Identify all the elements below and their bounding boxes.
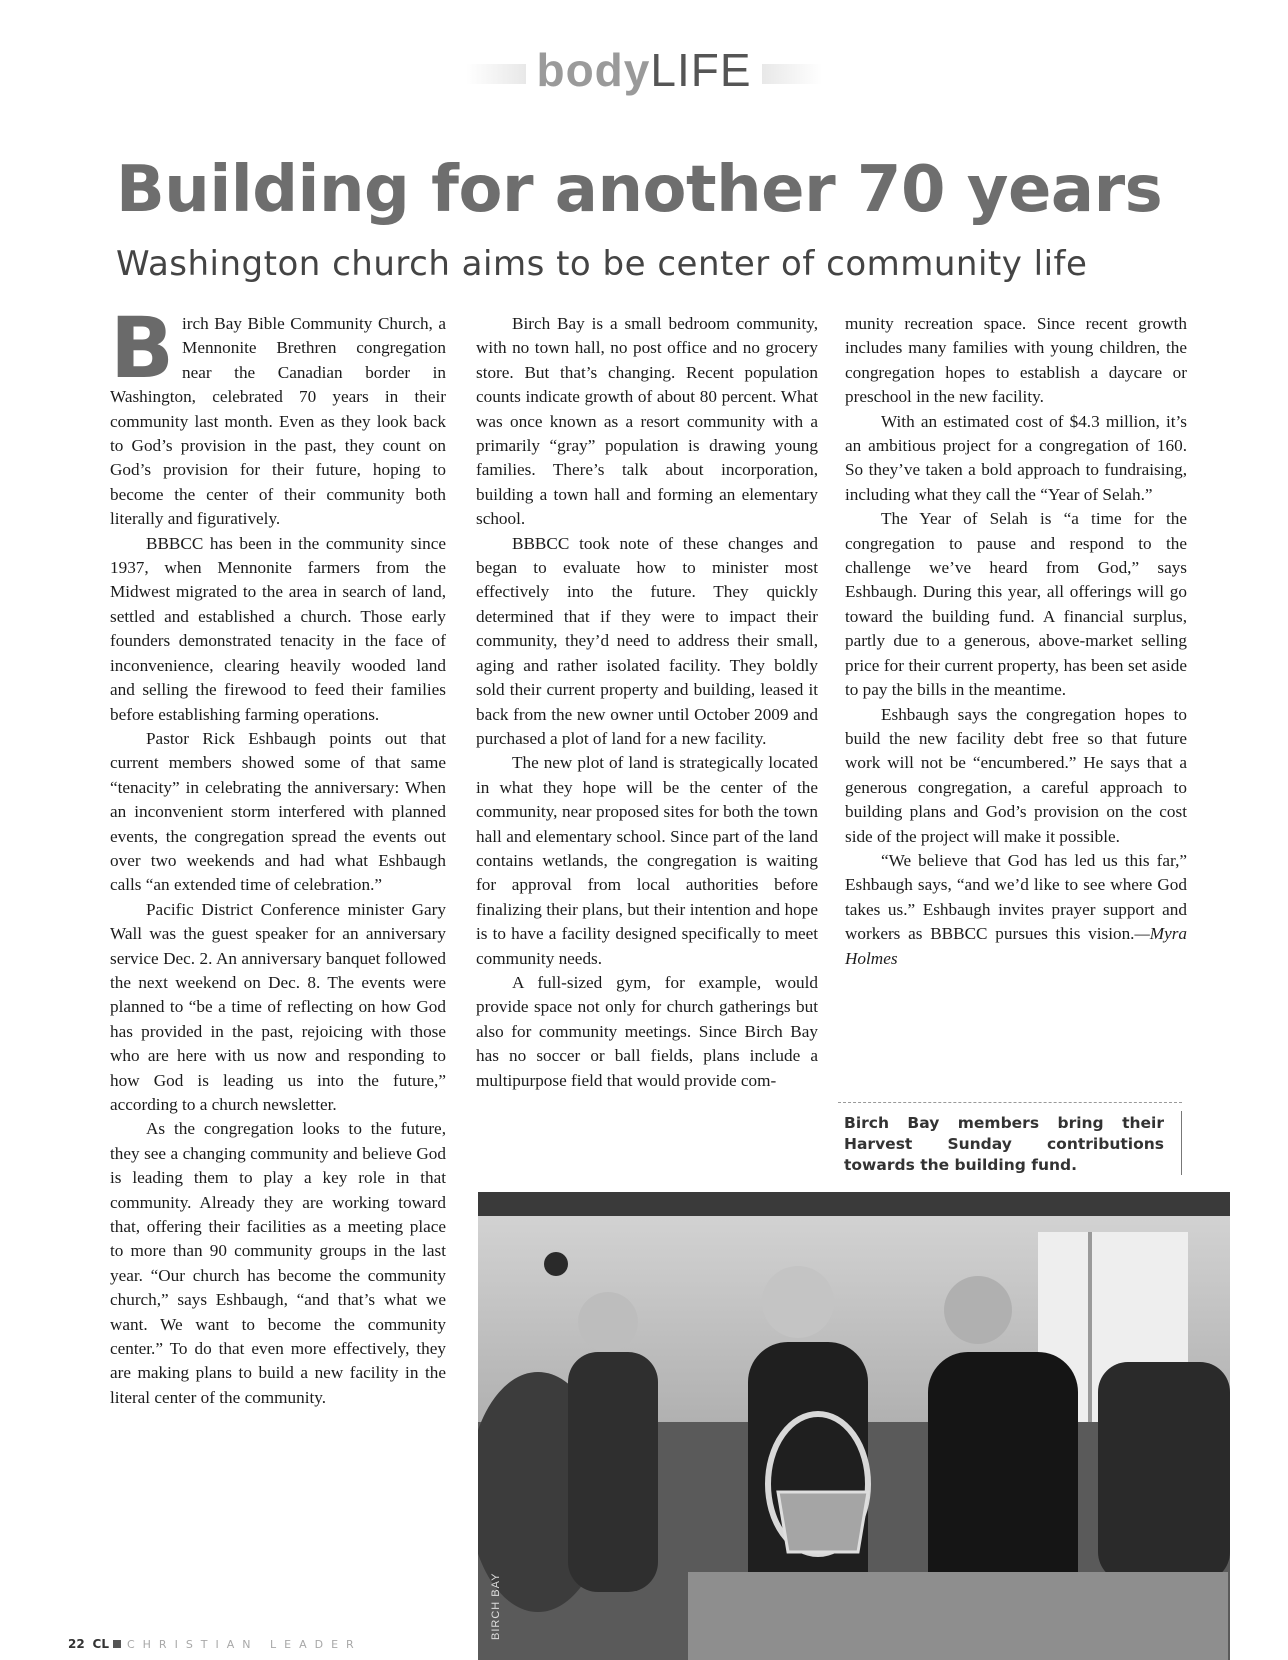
photo-basket <box>778 1492 868 1552</box>
article-column-3 <box>845 312 1187 971</box>
section-label <box>0 42 1288 98</box>
photo-head-1 <box>578 1292 638 1352</box>
photo-head-3 <box>944 1276 1012 1344</box>
drop-cap: B <box>110 299 175 397</box>
photo-ceiling-beam <box>478 1192 1230 1216</box>
article-paragraph-2: BBBCC has been in the community since 1937, when Mennonite farmers from the Midwest migrated to the area in search of land, settled and established a church. Those early founders demonstrated tenacity in the face of inconvenience, clearing heavily wooded land and selling the firewood to feed their families before establishing farming operations. <box>110 533 446 724</box>
section-fade-right <box>762 64 822 84</box>
magazine-abbr: CL <box>92 1637 109 1651</box>
article-column-2 <box>476 312 818 1093</box>
article-paragraph-7: BBBCC took note of these changes and began to evaluate how to minister most effectively into the future. They quickly determined that if they were to impact their community, they’d need to address their small, aging and rather isolated facility. They boldly sold their current property and building, leased it back from the new owner until October 2009 and purchased a plot of land for a new facility. <box>476 533 818 748</box>
article-paragraph-1 <box>110 299 446 532</box>
article-byline: —Myra Holmes <box>845 924 1187 968</box>
photo-harvest-offering <box>478 1192 1230 1660</box>
photo-body-1 <box>568 1352 658 1592</box>
footer-square-icon <box>113 1640 121 1648</box>
photo-caption: Birch Bay members bring their Harvest Sunday contributions towards the building fund. <box>844 1114 1164 1174</box>
article-paragraph-8: The new plot of land is strategically located in what they hope will be the center of the community, near proposed sites for both the town hall and elementary school. Since part of the land contains wetlands, the congregation is waiting for approval from local authorities before finalizing their plans, but their intention and hope is to have a facility designed specifically to meet community needs. <box>476 753 818 968</box>
photo-body-4 <box>1098 1362 1230 1582</box>
page-footer <box>68 1636 362 1653</box>
photo-caption-box <box>838 1102 1182 1179</box>
article-paragraph-9-end: munity recreation space. Since recent growth includes many families with young children, the congregation hopes to establish a daycare or preschool in the new facility. <box>845 314 1187 407</box>
article-paragraph-9-start: A full-sized gym, for example, would provide space not only for church gatherings but also for community meetings. Since Birch Bay has no soccer or ball fields, plans include a multipurpose field that would provide com- <box>476 972 818 1090</box>
section-label-body: body <box>536 44 651 96</box>
photo-credit-text: BIRCH BAY <box>490 1572 502 1640</box>
article-paragraph-12: Eshbaugh says the congregation hopes to build the new facility debt free so that future work will not be “encumbered.” He says that a generous congregation, a careful approach to building plans and God’s provision on the cost side of the project will make it possible. <box>845 704 1187 846</box>
magazine-name: CHRISTIAN LEADER <box>126 1638 362 1651</box>
article-column-1 <box>110 299 446 1410</box>
article-paragraph-4: Pacific District Conference minister Gary Wall was the guest speaker for an anniversary service Dec. 2. An anniversary banquet followed the next weekend on Dec. 8. The events were planned to “be a time of reflecting on how God has provided in the past, rejoicing with those who are here with us now and responding to how God is leading us into the future,” according to a church newsletter. <box>110 899 446 1114</box>
photo-wall-clock <box>544 1252 568 1276</box>
section-fade-left <box>466 64 526 84</box>
article-paragraph-1-text: irch Bay Bible Community Church, a Mennonite Brethren congregation near the Canadian border in Washington, celebrated 70 years in their community last month. Even as they look back to God’s provision in the past, they count on God’s provision for their future, hoping to become the center of their community both literally and figuratively. <box>110 314 446 529</box>
photo-head-2 <box>762 1266 834 1338</box>
article-paragraph-6: Birch Bay is a small bedroom community, with no town hall, no post office and no grocery store. But that’s changing. Recent population counts indicate growth of about 80 percent. What was once known as a resort community with a primarily “gray” population is drawing young families. There’s talk about incorporation, building a town hall and forming an elementary school. <box>476 314 818 529</box>
article-headline: Building for another 70 years <box>116 153 1163 227</box>
article-paragraph-5: As the congregation looks to the future, they see a changing community and believe God is leading them to play a key role in that community. Already they are working toward that, offering their facilities as a meeting place to more than 90 community groups in the last year. “Our church has become the community church,” says Eshbaugh, “and that’s what we want. We want to become the community center.” To do that even more effectively, they are making plans to build a new facility in the literal center of the community. <box>110 1119 446 1407</box>
page-number: 22 <box>68 1637 85 1651</box>
article-paragraph-11: The Year of Selah is “a time for the congregation to pause and respond to the challenge we’ve heard from God,” says Eshbaugh. During this year, all offerings will go toward the building fund. A financial surplus, partly due to a generous, above-market selling price for their current property, has been set aside to pay the bills in the meantime. <box>845 509 1187 700</box>
article-paragraph-10: With an estimated cost of $4.3 million, it’s an ambitious project for a congregation of 160. So they’ve taken a bold approach to fundraising, including what they call the “Year of Selah.” <box>845 411 1187 504</box>
section-label-life: LIFE <box>650 44 752 96</box>
article-subhead: Washington church aims to be center of community life <box>116 244 1088 284</box>
article-paragraph-13 <box>845 849 1187 971</box>
photo-table <box>688 1572 1228 1660</box>
photo-credit <box>478 1540 508 1650</box>
article-paragraph-13-text: “We believe that God has led us this far,” Eshbaugh says, “and we’d like to see where God takes us.” Eshbaugh invites prayer support and workers as BBBCC pursues this vision. <box>845 850 1187 944</box>
article-paragraph-3: Pastor Rick Eshbaugh points out that current members showed some of that same “tenacity” in celebrating the anniversary: When an inconvenient storm interfered with planned events, the congregation spread the events out over two weekends and had what Eshbaugh calls “an extended time of celebration.” <box>110 728 446 895</box>
photo-illustration <box>478 1192 1230 1660</box>
